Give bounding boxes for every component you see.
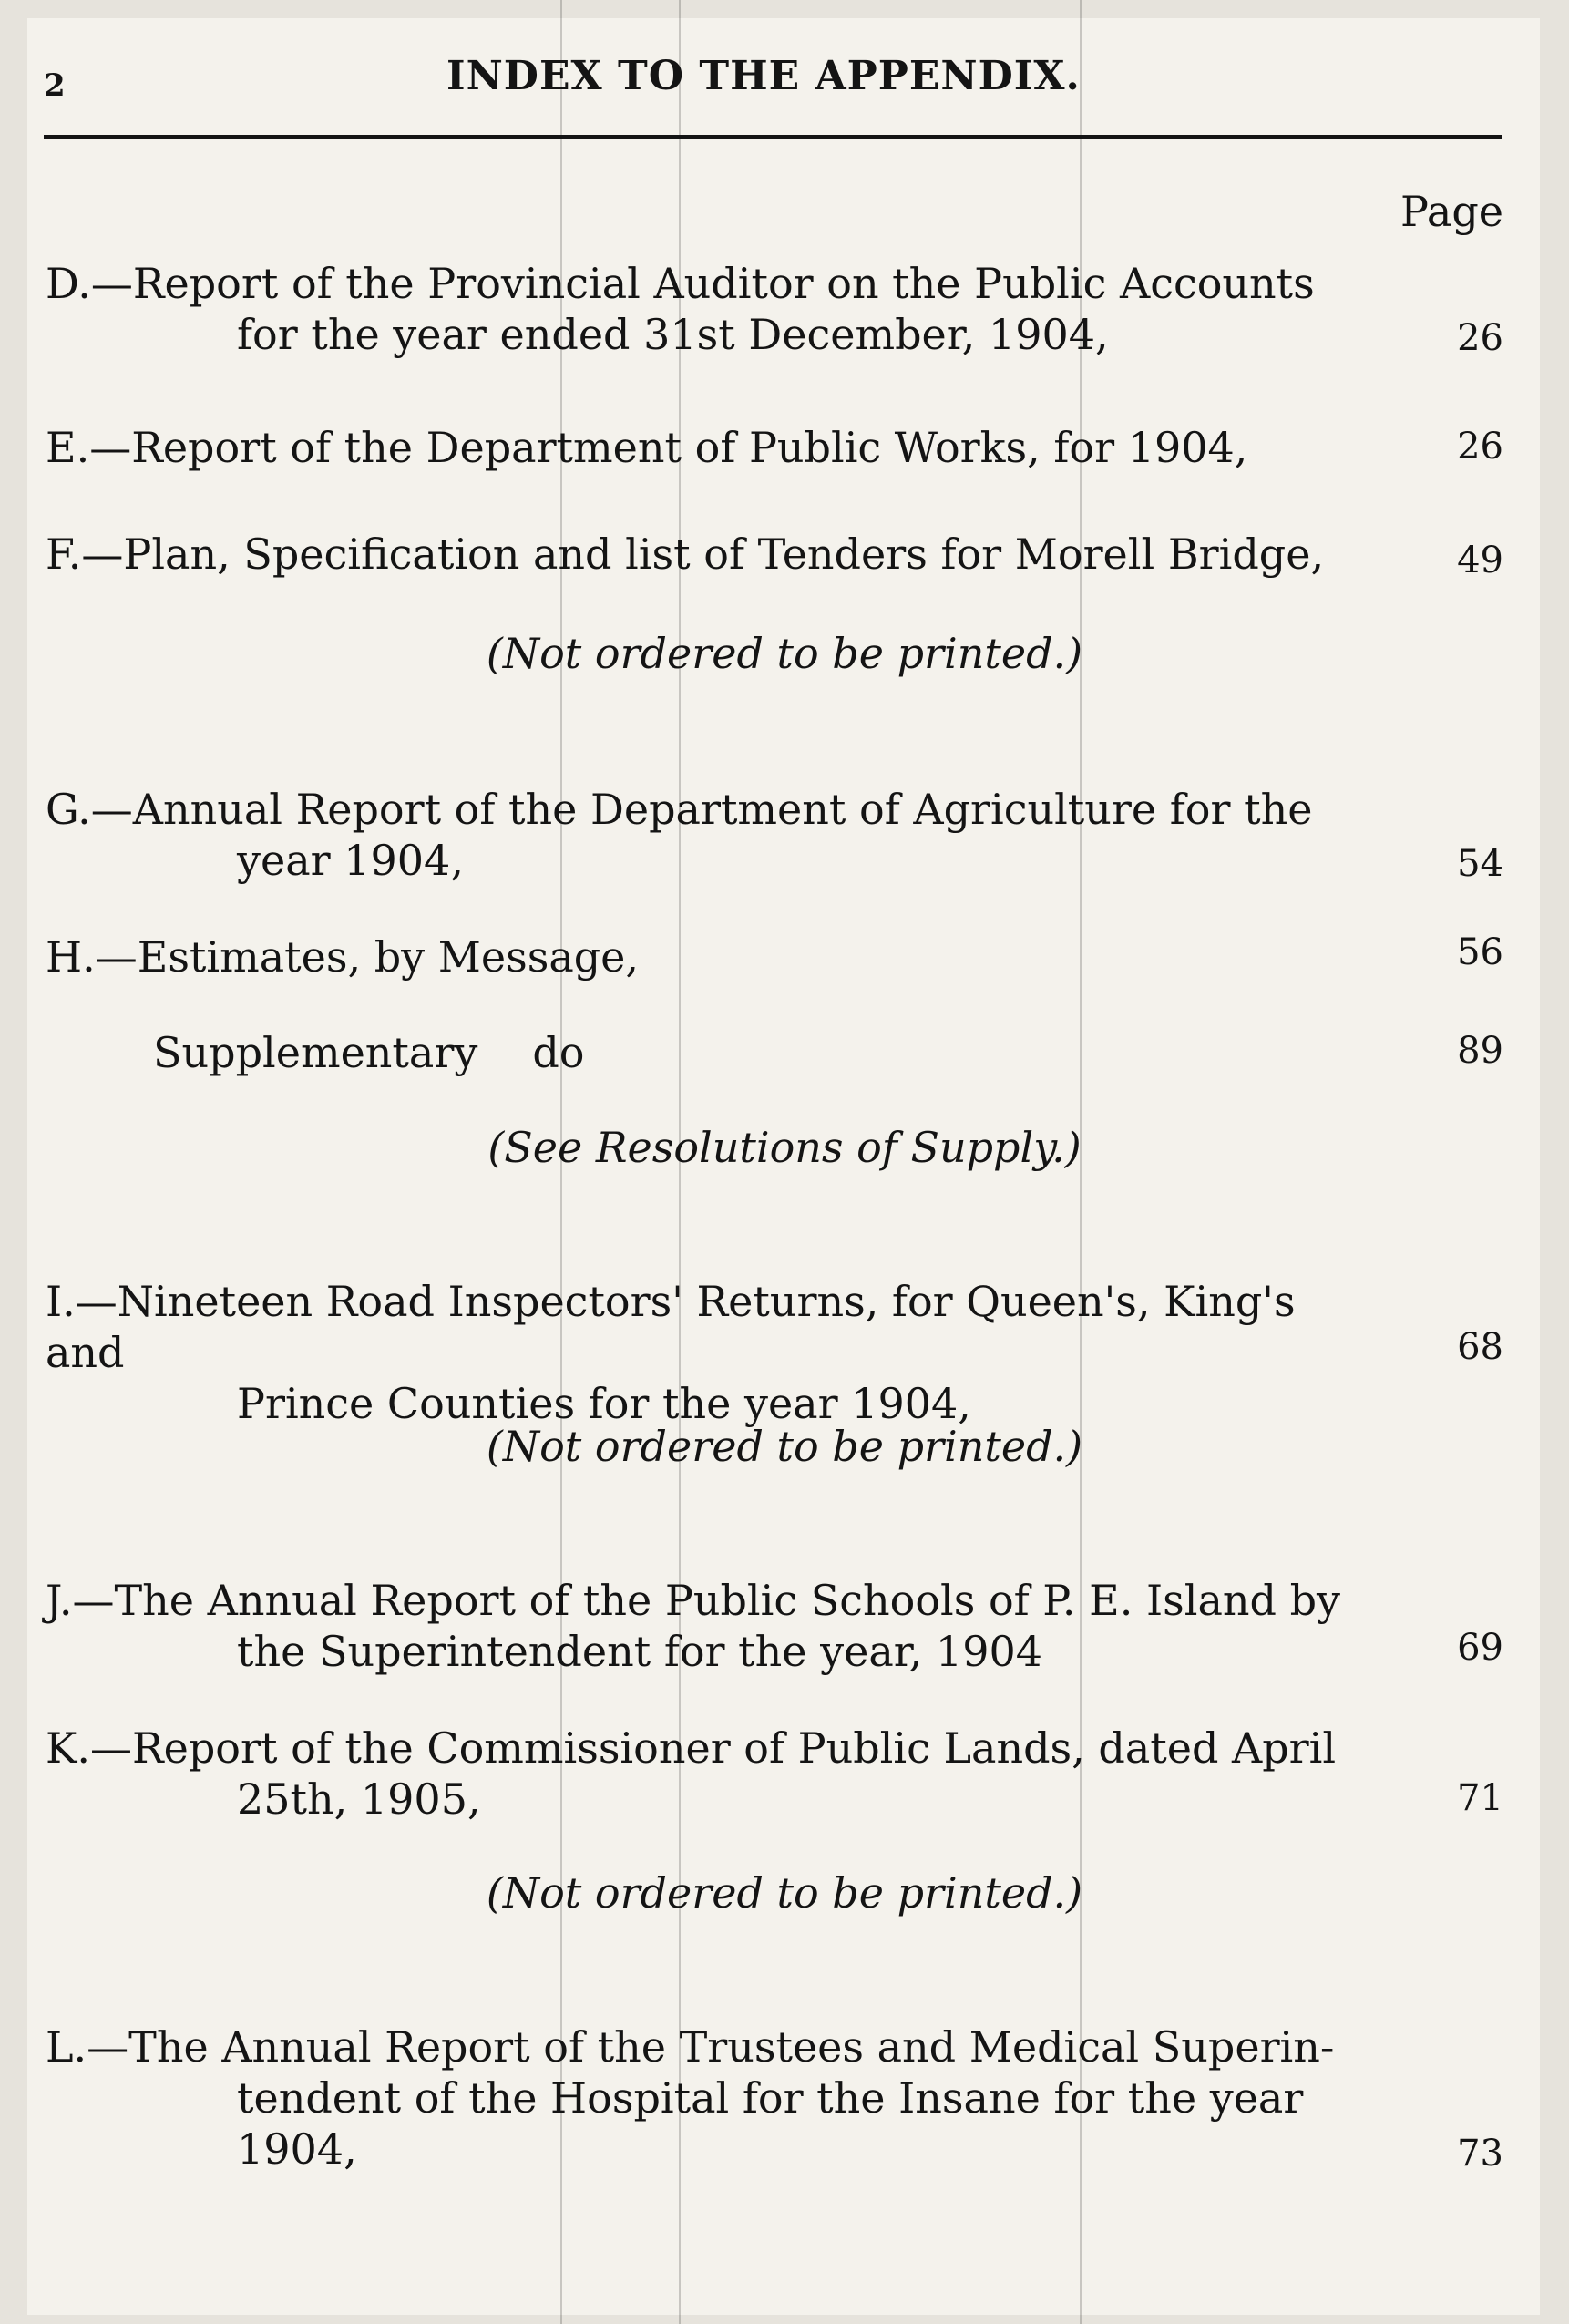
entry-text-continued: Prince Counties for the year 1904, — [237, 1379, 971, 1428]
supplementary-estimates — [153, 1028, 584, 1077]
entry-text: K.—Report of the Commissioner of Public Lands, dated April — [46, 1723, 1337, 1773]
entry-text-continued: 1904, — [237, 2124, 357, 2174]
index-entry-i — [46, 1276, 1367, 1429]
entry-page-k: 71 — [1457, 1777, 1503, 1819]
entry-page-f: 49 — [1457, 540, 1503, 581]
entry-text-continued: year 1904, — [237, 836, 464, 885]
entry-page-g: 54 — [1457, 843, 1503, 885]
note-not-printed: (Not ordered to be printed.) — [486, 1422, 1083, 1471]
entry-text: F.—Plan, Specification and list of Tenders for Morell Bridge, — [46, 530, 1325, 579]
entry-text-continued: tendent of the Hospital for the Insane for the year — [237, 2073, 1304, 2123]
index-entry-d — [46, 258, 1367, 360]
entry-text-continued: the Superintendent for the year, 1904 — [237, 1627, 1042, 1676]
entry-page-j: 69 — [1457, 1627, 1503, 1669]
entry-text: L.—The Annual Report of the Trustees and Medical Superin- — [46, 2022, 1335, 2072]
index-entry-f — [46, 529, 1367, 580]
entry-text: H.—Estimates, by Message, — [46, 932, 640, 982]
entry-text: I.—Nineteen Road Inspectors' Returns, for Queen's, King's and — [46, 1277, 1296, 1377]
note-see-resolutions: (See Resolutions of Supply.) — [487, 1123, 1082, 1172]
note-not-printed: (Not ordered to be printed.) — [486, 1868, 1083, 1918]
header-rule — [44, 135, 1502, 139]
entry-text: E.—Report of the Department of Public Works, for 1904, — [46, 423, 1248, 472]
entry-page-i: 68 — [1457, 1326, 1503, 1368]
index-entry-g — [46, 784, 1367, 886]
index-entry-k — [46, 1722, 1367, 1825]
entry-text: G.—Annual Report of the Department of Agriculture for the — [46, 785, 1313, 834]
note-not-printed: (Not ordered to be printed.) — [486, 629, 1083, 678]
index-entry-l — [46, 2021, 1367, 2175]
entry-page-supplementary: 89 — [1457, 1030, 1503, 1072]
page-title: INDEX TO THE APPENDIX. — [446, 53, 1081, 99]
index-entry-e — [46, 422, 1367, 473]
entry-text-continued: 25th, 1905, — [237, 1774, 481, 1824]
entry-page-l: 73 — [1457, 2133, 1503, 2175]
index-entry-h — [46, 931, 1367, 982]
entry-text: J.—The Annual Report of the Public Schools of P. E. Island by — [46, 1576, 1341, 1625]
entry-page-d: 26 — [1457, 317, 1503, 359]
entry-text-continued: for the year ended 31st December, 1904, — [237, 310, 1109, 359]
entry-page-h: 56 — [1457, 931, 1503, 973]
entry-page-e: 26 — [1457, 426, 1503, 468]
index-entry-j — [46, 1575, 1367, 1677]
page-column-label: Page — [1400, 187, 1503, 236]
page-number: 2 — [44, 67, 66, 104]
supplementary-label: Supplementary — [153, 1028, 478, 1077]
entry-text: D.—Report of the Provincial Auditor on the Public Accounts — [46, 259, 1315, 308]
ditto-mark: do — [532, 1028, 585, 1077]
